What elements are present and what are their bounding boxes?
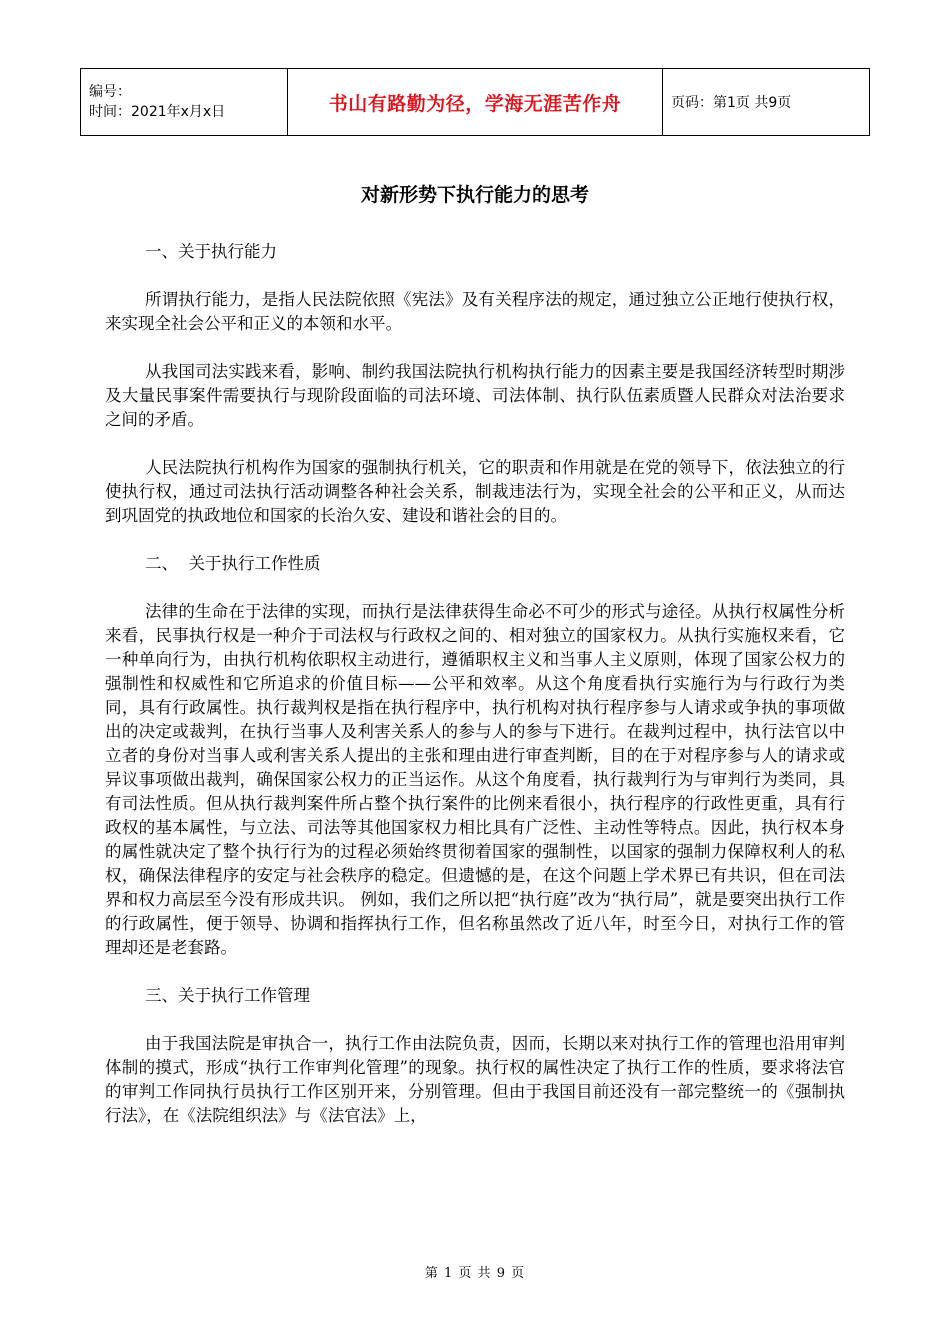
- document-time-label: 时间：2021年x月x日: [89, 104, 226, 120]
- document-header: [80, 68, 870, 136]
- header-motto: 书山有路勤为径，学海无涯苦作舟: [288, 69, 663, 136]
- paragraph: 法律的生命在于法律的实现，而执行是法律获得生命必不可少的形式与途径。从执行权属性分析来看，民事执行权是一种介于司法权与行政权之间的、相对独立的国家权力。从执行实施权来看，它一种单向行为，由执行机构依职权主动进行，遵循职权主义和当事人主义原则，体现了国家公权力的强制性和权威性和它所追求的价值目标——公平和效率。从这个角度看执行实施行为与行政行为类同，具有行政属性。执行裁判权是指在执行程序中，执行机构对执行程序参与人请求或争执的事项做出的决定或裁判，在执行当事人及利害关系人的参与人的参与下进行。在裁判过程中，执行法官以中立者的身份对当事人或利害关系人提出的主张和理由进行审查判断，目的在于对程序参与人的请求或异议事项做出裁判，确保国家公权力的正当运作。从这个角度看，执行裁判行为与审判行为类同，具有司法性质。但从执行裁判案件所占整个执行案件的比例来看很小，执行程序的行政性更重，具有行政权的基本属性，与立法、司法等其他国家权力相比具有广泛性、主动性等特点。因此，执行权本身的属性就决定了整个执行行为的过程必须始终贯彻着国家的强制性，以国家的强制力保障权利人的私权，确保法律程序的安定与社会秩序的稳定。但遗憾的是，在这个问题上学术界已有共识，但在司法界和权力高层至今没有形成共识。 例如，我们之所以把“执行庭”改为“执行局”，就是要突出执行工作的行政属性，便于领导、协调和指挥执行工作，但名称虽然改了近八年，时至今日，对执行工作的管理却还是老套路。: [105, 602, 845, 957]
- paragraph: 从我国司法实践来看，影响、制约我国法院执行机构执行能力的因素主要是我国经济转型时期涉及大量民事案件需要执行与现阶段面临的司法环境、司法体制、执行队伍素质暨人民群众对法治要求之间的矛盾。: [105, 362, 845, 429]
- document-body: [105, 240, 845, 1152]
- page-footer: 第 1 页 共 9 页: [424, 1266, 526, 1281]
- document-title: 对新形势下执行能力的思考: [360, 184, 589, 206]
- header-page-info: 页码：第1页 共9页: [663, 69, 870, 136]
- section-heading: 三、关于执行工作管理: [145, 986, 310, 1005]
- section-heading: 二、 关于执行工作性质: [145, 554, 321, 573]
- paragraph: 由于我国法院是审执合一，执行工作由法院负责，因而，长期以来对执行工作的管理也沿用审判体制的摸式，形成“执行工作审判化管理”的现象。执行权的属性决定了执行工作的性质，要求将法官的审判工作同执行员执行工作区别开来，分别管理。但由于我国目前还没有一部完整统一的《强制执行法》，在《法院组织法》与《法官法》上，: [105, 1034, 845, 1125]
- section-heading: 一、关于执行能力: [145, 242, 277, 261]
- paragraph: 人民法院执行机构作为国家的强制执行机关，它的职责和作用就是在党的领导下，依法独立的行使执行权，通过司法执行活动调整各种社会关系，制裁违法行为，实现全社会的公平和正义，从而达到巩固党的执政地位和国家的长治久安、建设和谐社会的目的。: [105, 458, 845, 525]
- paragraph: 所谓执行能力，是指人民法院依照《宪法》及有关程序法的规定，通过独立公正地行使执行权，来实现全社会公平和正义的本领和水平。: [105, 290, 845, 333]
- header-meta-cell: [81, 69, 288, 136]
- document-number-label: 编号：: [89, 84, 131, 100]
